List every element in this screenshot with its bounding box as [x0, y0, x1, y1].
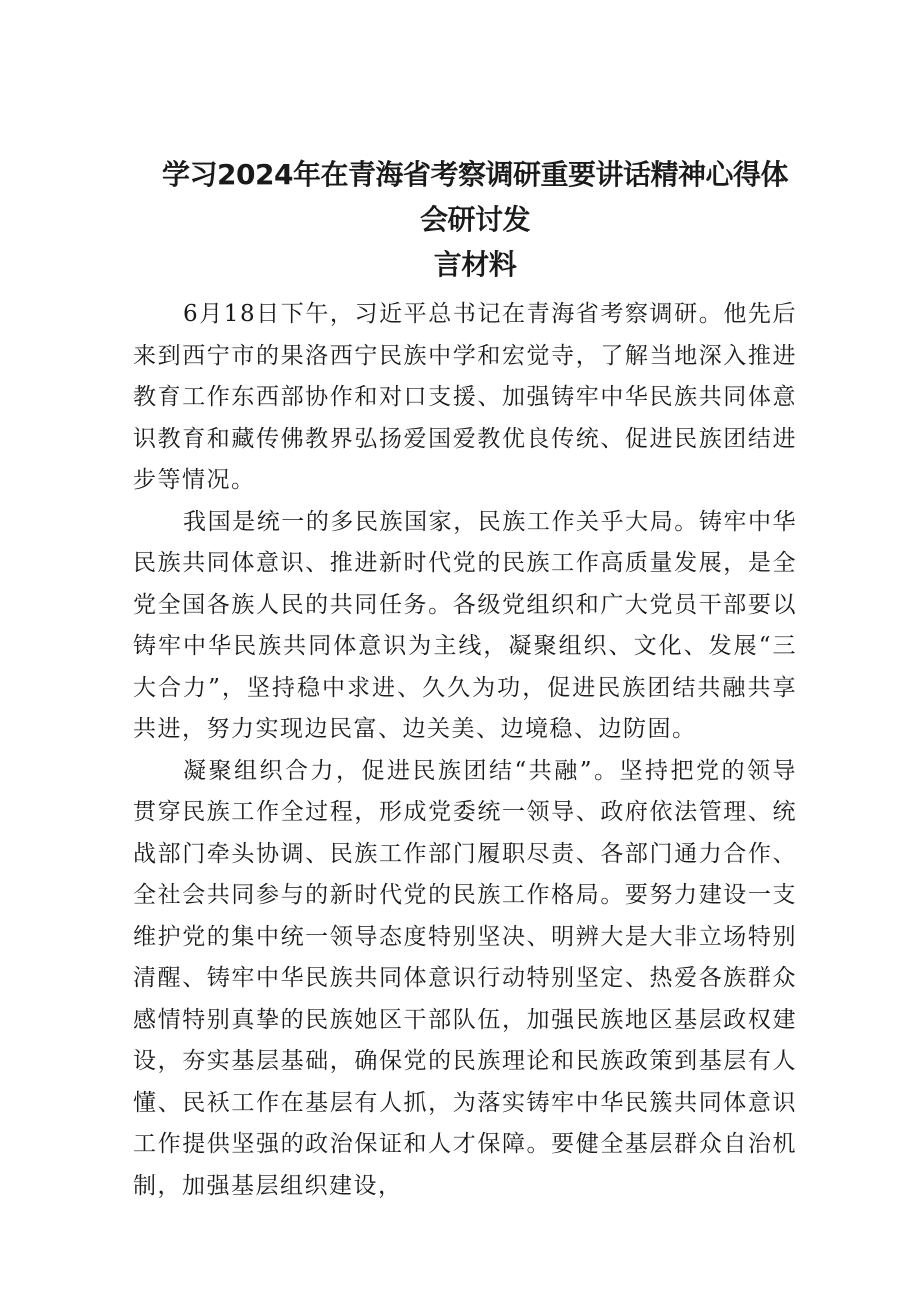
document-body [133, 294, 797, 1207]
title-line-1: 学习2024年在青海省考察调研重要讲话精神心得体会研讨发 [162, 158, 788, 236]
title-line-2: 言材料 [433, 248, 517, 281]
paragraph-2: 我国是统一的多民族国家，民族工作关乎大局。铸牢中华民族共同体意识、推进新时代党的民族工作高质量发展，是全党全国各族人民的共同任务。各级党组织和广大党员干部要以铸牢中华民族共同体意识为主线，凝聚组织、文化、发展“三大合力”，坚持稳中求进、久久为功，促进民族团结共融共享共进，努力实现边民富、边关美、边境稳、边防固。 [133, 508, 797, 742]
paragraph-3: 凝聚组织合力，促进民族团结“共融”。坚持把党的领导贯穿民族工作全过程，形成党委统一领导、政府依法管理、统战部门牵头协调、民族工作部门履职尽责、各部门通力合作、全社会共同参与的新时代党的民族工作格局。要努力建设一支维护党的集中统一领导态度特别坚决、明辨大是大非立场特别清醒、铸牢中华民族共同体意识行动特别坚定、热爱各族群众感情特别真挚的民族她区干部队伍，加强民族地区基层政权建设，夯实基层基础，确保党的民族理论和民族政策到基层有人懂、民袄工作在基层有人抓，为落实铸牢中华民簇共同体意识工作提供坚强的政治保证和人才保障。要健全基层群众自治机制，加强基层组织建设， [133, 757, 797, 1199]
document-title [150, 152, 800, 287]
paragraph-1: 6月18日下午，习近平总书记在青海省考察调研。他先后来到西宁市的果洛西宁民族中学和宏觉寺，了解当地深入推进教育工作东西部协作和对口支援、加强铸牢中华民族共同体意识教育和藏传佛教界弘扬爱国爱教优良传统、促进民族团结进步等情况。 [133, 301, 797, 493]
